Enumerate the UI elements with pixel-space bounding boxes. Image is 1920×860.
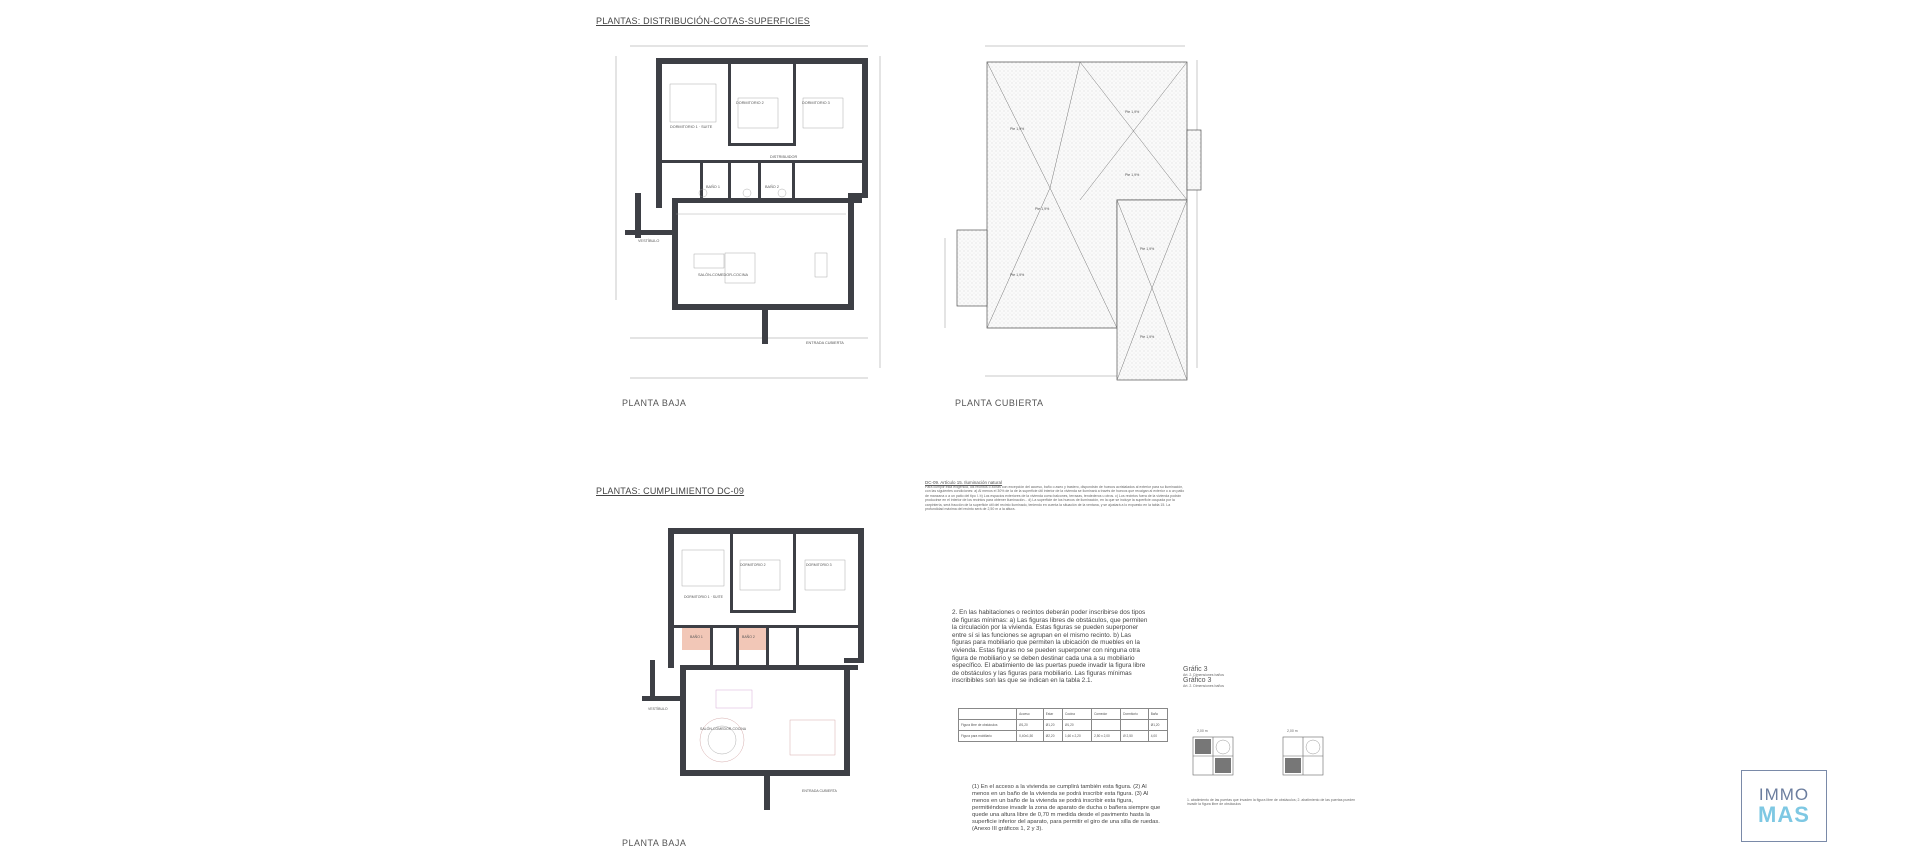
table-header-row [959,709,1168,720]
table-cell: Comedor [1092,709,1121,720]
table-cell: Baño [1148,709,1167,720]
svg-text:DORMITORIO 2: DORMITORIO 2 [740,563,766,567]
figures-text: 2. En las habitaciones o recintos deberán poder inscribirse dos tipos de figuras mínimas: a) Las figuras libres de obstáculos, que permiten la circulación por la vivienda. Estas figuras se pueden superponer entre sí si las funciones se agrupan en el mismo recinto. b) Las figuras para mobiliario que permiten la ubicación de muebles en la vivienda. Estas figuras no se pueden superponer con ninguna otra figura de mobiliario y se deben destinar cada una a su mobiliario específico. El abatimiento de las puertas puede invadir la figura libre de obstáculos y las figuras para mobiliario. Las figuras mínimas inscribibles son las que se indican en la tabla 2.1. [952,609,1148,685]
table-cell: 4,00 [1148,731,1167,742]
logo-line-1: IMMO [1758,785,1810,804]
immomas-logo [1741,770,1827,842]
table-cell: 1,60 x 2,20 [1062,731,1091,742]
table-cell: Ø 2,50 [1121,731,1149,742]
table-cell: Ø1,20 [1017,720,1044,731]
grafico-title-2: Gráfico 3 [1183,677,1212,685]
roof-slope-label: Pte 1,9% [1010,127,1025,131]
roof-slope-label: Pte 1,9% [1125,110,1140,114]
roof-slope-label: Pte 1,9% [1035,207,1050,211]
table-row [959,720,1168,731]
svg-text:DORMITORIO 3: DORMITORIO 3 [806,563,832,567]
figures-table [958,708,1168,742]
svg-text:BAÑO 2: BAÑO 2 [742,635,755,639]
section-heading-distribution: PLANTAS: DISTRIBUCIÓN-COTAS-SUPERFICIES [596,16,810,26]
grafico-subtitle: Art. 2. Dimensiones baños [1183,673,1225,677]
bathroom-diagrams [1183,735,1363,777]
regulation-title: DC-09. Artículo 15. Iluminación natural [925,480,1003,485]
svg-text:SALÓN-COMEDOR-COCINA: SALÓN-COMEDOR-COCINA [698,273,748,277]
svg-text:BAÑO 2: BAÑO 2 [765,185,779,189]
grafico-block [1183,666,1224,689]
regulation-block [925,480,1185,511]
table-cell: Ø1,20 [1043,720,1062,731]
regulation-text: Para cumplir esta exigencia, los recintos o zonas con excepción del acceso, baño o aseo y trastero, dispondrán de huecos acristalados al exterior para su iluminación, con las siguientes condiciones: a) Al menos el 30% de la de la superficie útil interior de la vivienda se iluminará a través de huecos que recaigan al exterior o a un patio de manzana o a un patio del tipo I. b) Los espacios exteriores de la vivienda como balcones, terrazas, tendederos u otros. c) Los recintos fuera de la vivienda podrán producirse en el interior de los recintos para obtener iluminación... d) La superficie de los huecos de iluminación, en la que se incluye la superficie ocupada por la carpintería, será fracción de la superficie útil del recinto iluminado, teniendo en cuenta la situación de la ventana, y se ajustará a lo expuesto en la tabla 15. La profundidad máxima del recinto será de 2,50 m a la altura. [925,485,1185,512]
roof-slope-label: Pte 1,9% [1010,273,1025,277]
grafico-title: Gráfic 3 [1183,666,1208,673]
svg-text:DORMITORIO 1 · SUITE: DORMITORIO 1 · SUITE [670,125,713,129]
highlighted-baths [682,628,766,650]
svg-text:DORMITORIO 1 · SUITE: DORMITORIO 1 · SUITE [684,595,724,599]
table-cell: Ø1,20 [1148,720,1167,731]
caption-planta-cubierta: PLANTA CUBIERTA [955,398,1044,408]
table-cell [1121,720,1149,731]
svg-text:VESTÍBULO: VESTÍBULO [648,707,668,711]
table-cell: Dormitorio [1121,709,1149,720]
svg-text:SALÓN-COMEDOR-COCINA: SALÓN-COMEDOR-COCINA [700,727,747,731]
table-cell: Figura para mobiliario [959,731,1017,742]
table-cell [1092,720,1121,731]
caption-planta-baja-top: PLANTA BAJA [622,398,687,408]
roof-slope-label: Pte 1,9% [1125,173,1140,177]
table-cell: Acceso [1017,709,1044,720]
roof-slope-label: Pte 1,9% [1140,335,1155,339]
svg-text:VESTÍBULO: VESTÍBULO [638,239,660,243]
svg-text:BAÑO 1: BAÑO 1 [690,635,703,639]
table-cell: 0,40x1,50 [1017,731,1044,742]
floor-plan-ground [610,38,890,388]
table-cell [959,709,1017,720]
table-cell: Ø2,20 [1043,731,1062,742]
grafico-caption: 1. abatimiento de las puertas que invaden la figura libre de obstáculos; 2. abatimiento de las puertas pueden invadir la figura libre de obstáculos [1187,798,1356,807]
roof-slope-label: Pte 1,9% [1140,247,1155,251]
table-cell: 2,50 x 2,00 [1092,731,1121,742]
svg-text:BAÑO 1: BAÑO 1 [706,185,720,189]
table-cell: Figura libre de obstáculos [959,720,1017,731]
svg-text:DISTRIBUIDOR: DISTRIBUIDOR [770,155,798,159]
grafico-subtitle-2: Art. 2. Dimensiones baños [1183,684,1225,689]
svg-text:DORMITORIO 2: DORMITORIO 2 [736,101,764,105]
logo-line-2: MAS [1758,802,1810,827]
table-cell: Ø1,20 [1062,720,1091,731]
caption-planta-baja-bottom: PLANTA BAJA [622,838,687,848]
floor-plan-compliance [630,520,870,830]
table-row [959,731,1168,742]
roof-plan [935,38,1205,388]
svg-text:DORMITORIO 3: DORMITORIO 3 [802,101,830,105]
grafico-dim-1: 2,00 m [1197,729,1208,733]
table-cell: Estar [1043,709,1062,720]
svg-text:ENTRADA CUBIERTA: ENTRADA CUBIERTA [806,341,844,345]
grafico-dim-2: 2,00 m [1287,729,1298,733]
section-heading-compliance: PLANTAS: CUMPLIMIENTO DC-09 [596,486,745,496]
svg-text:ENTRADA CUBIERTA: ENTRADA CUBIERTA [802,789,837,793]
table-cell: Cocina [1062,709,1091,720]
notes-text: (1) En el acceso a la vivienda se cumplirá también esta figura. (2) Al menos en un baño de la vivienda se podrá inscribir esta figura. (3) Al menos en un baño de la vivienda se podrá inscribir esta figura, permitiéndose invadir la zona de aparato de ducha o bañera siempre que quede una altura libre de 0,70 m medida desde el pavimento hasta la superficie inferior del aparato, para permitir el giro de una silla de ruedas. (Anexo III gráficos 1, 2 y 3). [972,784,1161,832]
